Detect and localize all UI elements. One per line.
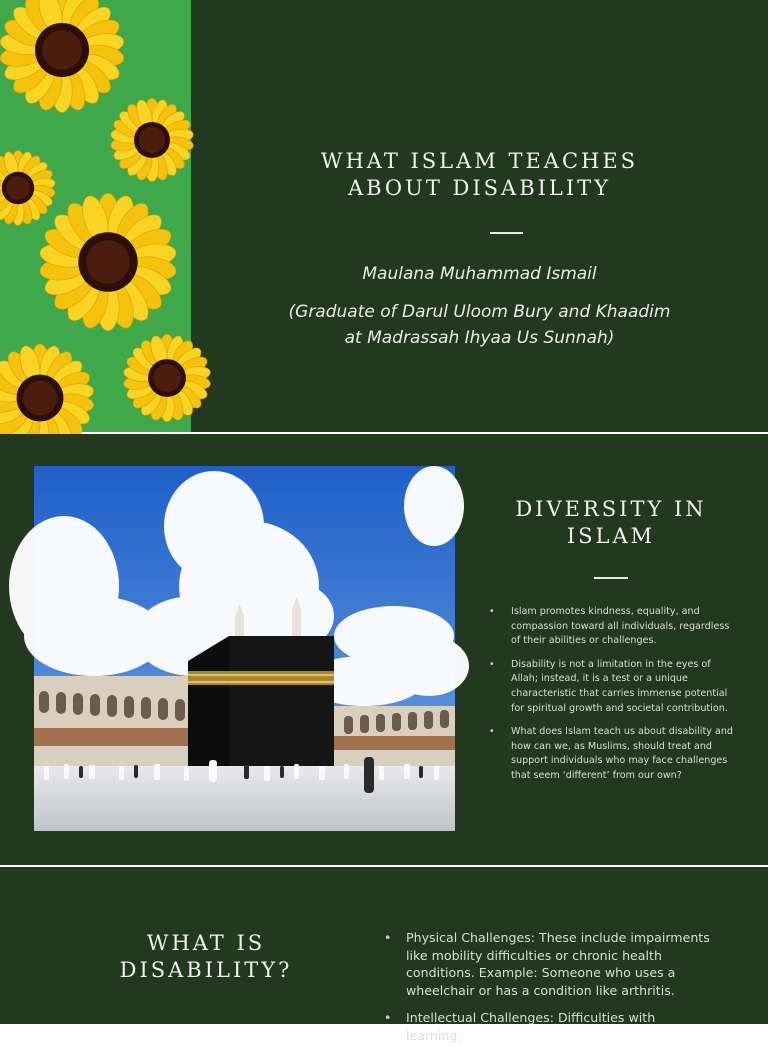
heading-line: ISLAM <box>566 524 656 548</box>
bullet-icon: • <box>384 1009 392 1025</box>
list-item <box>384 1009 714 1044</box>
bullet-list <box>384 929 714 1053</box>
diversity-slide <box>0 434 768 865</box>
sunflower <box>0 0 125 113</box>
title-line: ABOUT DISABILITY <box>347 176 612 200</box>
sunflower-image <box>0 0 191 432</box>
bullet-list <box>489 605 739 793</box>
slide-heading <box>90 930 322 984</box>
sunflower <box>0 150 56 225</box>
title-block <box>191 0 768 432</box>
presentation-title <box>191 148 768 202</box>
sunflower <box>110 98 194 182</box>
kaaba-photo <box>34 466 455 831</box>
title-line: WHAT ISLAM TEACHES <box>320 149 639 173</box>
divider <box>490 232 523 234</box>
bullet-text: What does Islam teach us about disability and how can we, as Muslims, should treat and support individuals who may face challenges that seem ‘different’ from our own? <box>511 726 733 781</box>
sunflower-illustration <box>0 0 191 432</box>
definition-slide <box>0 867 768 1043</box>
bullet-icon: • <box>489 658 495 670</box>
bullet-icon: • <box>384 930 392 945</box>
bullet-icon: • <box>489 726 495 738</box>
affiliation-line: (Graduate of Darul Uloom Bury and Khaadim <box>288 302 671 322</box>
slide-heading <box>480 496 742 550</box>
heading-line: DIVERSITY IN <box>515 497 707 521</box>
heading-line: WHAT IS <box>146 931 266 955</box>
affiliation-line: at Madrassah Ihyaa Us Sunnah) <box>344 328 615 348</box>
list-item <box>489 658 739 716</box>
list-item <box>384 929 714 1000</box>
list-item <box>489 725 739 783</box>
bullet-text: Intellectual Challenges: Difficulties with learning, <box>406 1009 656 1043</box>
sunflower <box>38 193 177 331</box>
bullet-text: Disability is not a limitation in the eyes of Allah; instead, it is a test or a unique characteristic that carries immense potential for spiritual growth and societal contribution. <box>511 658 728 714</box>
kaaba-illustration <box>34 466 455 831</box>
title-slide <box>0 0 768 432</box>
author-affiliation <box>191 299 768 351</box>
list-item <box>489 605 739 649</box>
bullet-text: Islam promotes kindness, equality, and compassion toward all individuals, regardless of their abilities or challenges. <box>511 606 730 647</box>
bullet-icon: • <box>489 606 495 617</box>
author-name: Maulana Muhammad Ismail <box>362 264 597 284</box>
divider <box>594 577 628 579</box>
heading-line: DISABILITY? <box>119 958 293 982</box>
bullet-text: Physical Challenges: These include impairments like mobility difficulties or chronic health conditions. Example: Someone who uses a wheelchair or has a condition like arthritis. <box>406 930 710 999</box>
